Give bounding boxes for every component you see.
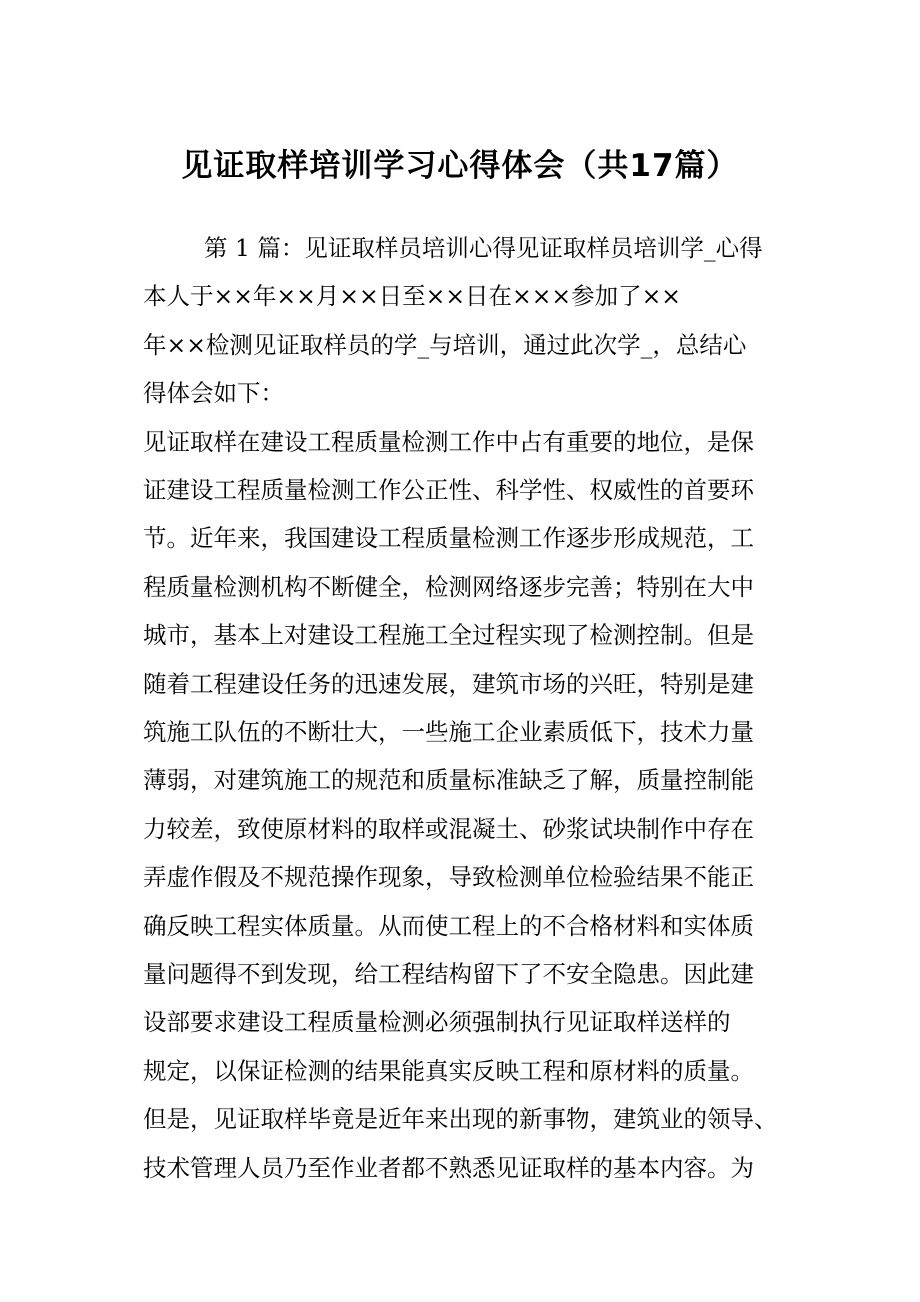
body-line-6: 证建设工程质量检测工作公正性、科学性、权威性的首要环 xyxy=(143,476,754,504)
body-line-19: 但是，见证取样毕竟是近年来出现的新事物，建筑业的领导、 xyxy=(143,1105,778,1134)
body-line-1: 第 1 篇：见证取样员培训心得见证取样员培训学_心得 xyxy=(204,234,763,262)
body-line-17: 设部要求建设工程质量检测必须强制执行见证取样送样的 xyxy=(143,1008,731,1037)
body-line-15: 确反映工程实体质量。从而使工程上的不合格材料和实体质 xyxy=(143,911,754,940)
body-line-13: 力较差，致使原材料的取样或混凝土、砂浆试块制作中存在 xyxy=(143,814,754,843)
body-line-3: 年××检测见证取样员的学_与培训，通过此次学_，总结心 xyxy=(143,330,747,359)
body-line-14: 弄虚作假及不规范操作现象，导致检测单位检验结果不能正 xyxy=(143,863,754,892)
body-line-8: 程质量检测机构不断健全，检测网络逐步完善；特别在大中 xyxy=(143,572,754,601)
body-line-7: 节。近年来，我国建设工程质量检测工作逐步形成规范，工 xyxy=(143,524,754,553)
body-line-9: 城市，基本上对建设工程施工全过程实现了检测控制。但是 xyxy=(143,621,754,650)
body-line-5: 见证取样在建设工程质量检测工作中占有重要的地位，是保 xyxy=(143,427,754,456)
body-line-10: 随着工程建设任务的迅速发展，建筑市场的兴旺，特别是建 xyxy=(143,669,754,698)
body-line-12: 薄弱，对建筑施工的规范和质量标准缺乏了解，质量控制能 xyxy=(143,766,754,795)
document-title: 见证取样培训学习心得体会（共17篇） xyxy=(181,148,739,184)
body-line-2: 本人于××年××月××日至××日在×××参加了×× xyxy=(143,282,681,311)
body-line-20: 技术管理人员乃至作业者都不熟悉见证取样的基本内容。为 xyxy=(143,1153,754,1182)
body-line-11: 筑施工队伍的不断壮大，一些施工企业素质低下，技术力量 xyxy=(143,718,754,746)
body-line-16: 量问题得不到发现，给工程结构留下了不安全隐患。因此建 xyxy=(143,960,754,988)
body-line-4: 得体会如下： xyxy=(143,379,284,408)
body-line-18: 规定，以保证检测的结果能真实反映工程和原材料的质量。 xyxy=(143,1056,754,1085)
